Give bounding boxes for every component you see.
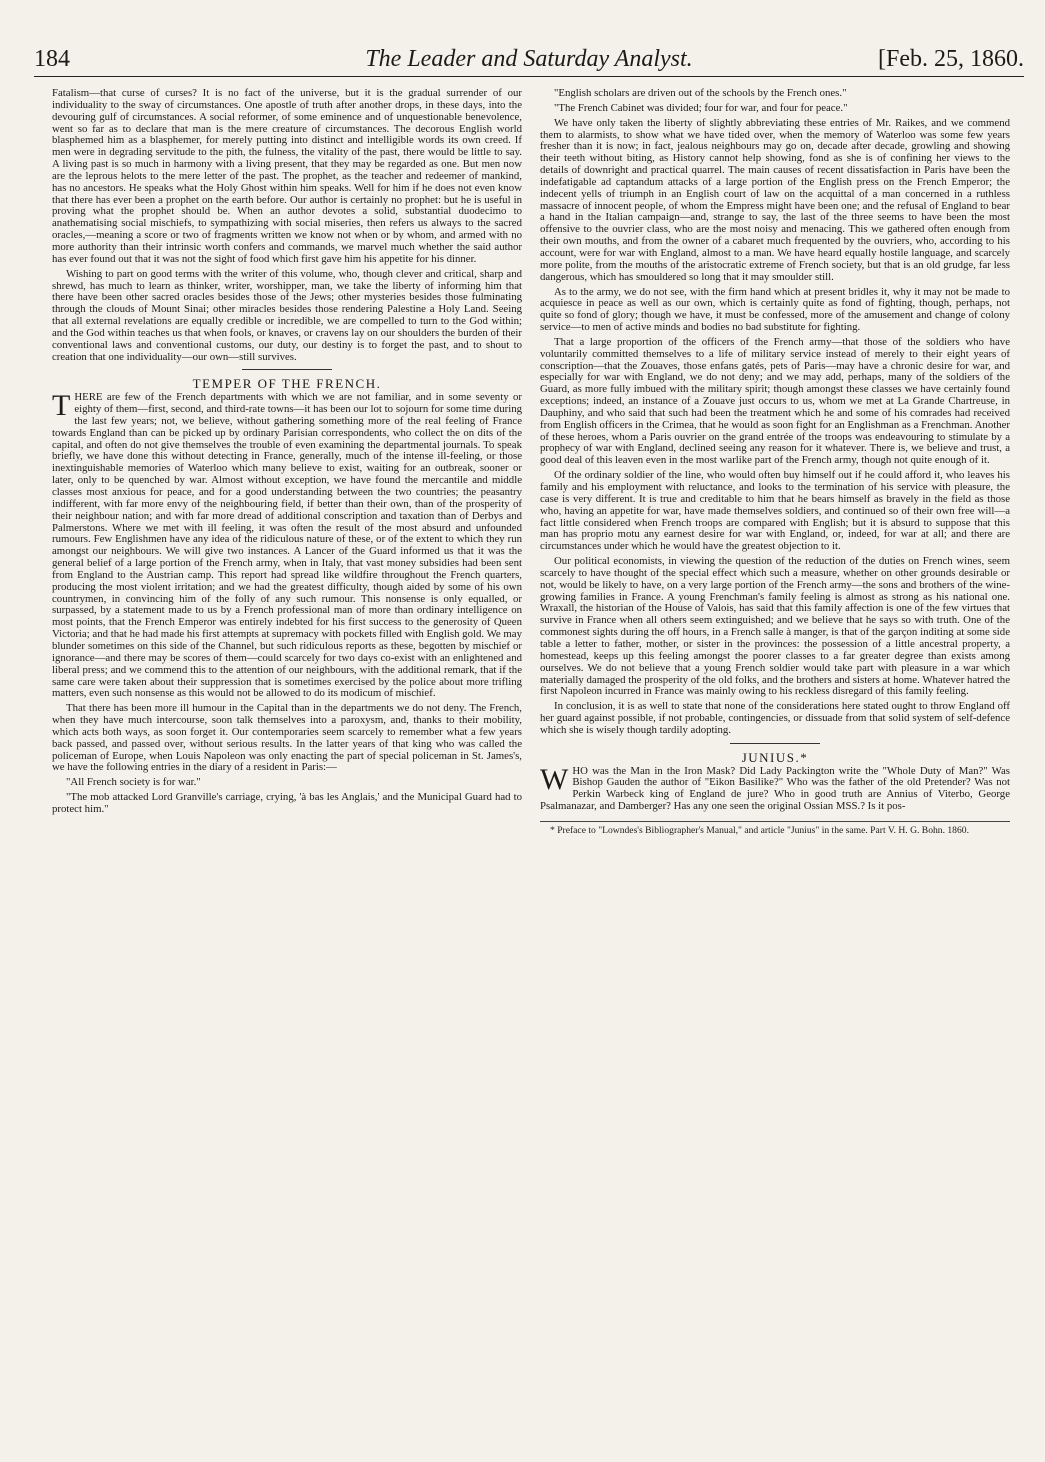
junius-heading: JUNIUS.* (741, 749, 809, 765)
section-first-paragraph (52, 389, 522, 700)
publication-title: The Leader and Saturday Analyst. (365, 46, 693, 72)
article-paragraph: Our political economists, in viewing the question of the reduction of the duties on French wines, seem scarcely to have thought of the special effect which such a measure, whether on other grounds desirable or not, would be likely to have, on a very large portion of the French army—the sons and brothers of the wine-growing families in France. A young Frenchman's family feeling is almost as strong as his national one. Wraxall, the historian of the House of Valois, has said that this family affection is one of the few virtues that survive in France when all others seem extinguished; and we believe that he says so with truth. One of the commonest sights during the off hours, in a French salle à manger, is that of the garçon inditing at some side table a letter to father, mother, or sister in the provinces: the possession of a little ancestral property, a homestead, keeps up this feeling amongst the poorer classes to a far greater degree than exists among ourselves. We do not believe that a young French soldier would take part with pleasure in a war which materially damaged the prosperity of the old folks, and the brothers and sisters at home. Whatever hatred the first Napoleon incurred in France was mainly owing to his reckless disregard of this family feeling. (540, 555, 1010, 698)
quoted-entry: "The French Cabinet was divided; four for war, and four for peace." (554, 101, 848, 114)
left-column (52, 88, 522, 819)
article-paragraph: We have only taken the liberty of slightly abbreviating these entries of Mr. Raikes, and we commend them to alarmists, to show what we have tided over, when the memory of Waterloo was some few years fresher than it is now; in fact, jealous neighbours may go on, decade after decade, growling and showing their teeth without biting, as History cannot help showing, fond as she is of confining her views to the details of downright and practical quarrel. The main causes of recent dissatisfaction in Paris have been the indefatigable ad captandum attacks of a large portion of the English press on the French Emperor; the indecent yells of triumph in an English court of law on the acquittal of a man concerned in a ruthless massacre of innocent people, of whom the Empress might have been one; and the refusal of England to bear a hand in the Italian campaign—and, strange to say, the last of the three seems to have been the most offensive to the ouvrier class, who are the most noisy and menacing. This we gathered often enough from their own mouths, and from the owner of a cabaret much frequented by the ouvriers, who, according to his account, were for war with England, almost to a man. We have heard equally hostile language, and scarcely more polite, from the mouths of the aristocratic extreme of French society, but that is an old grudge, far less dangerous, which has smouldered so long that it may smoulder still. (540, 116, 1010, 283)
article-paragraph: As to the army, we do not see, with the firm hand which at present bridles it, why it may not be made to acquiesce in peace as well as our own, which is certainly quite as fond of fighting, though, perhaps, not quite so fond of glory; though we have, it must be confessed, more of the amusement and change of colony service—to men of active minds and bodies no bad substitute for fighting. (540, 285, 1010, 334)
article-paragraph: In conclusion, it is as well to state that none of the considerations here stated ought to throw England off her guard against possible, if not probable, contingencies, or dissuade from that solid system of self-defence which she is wisely though tardily adopting. (540, 700, 1010, 736)
quoted-entry: "English scholars are driven out of the schools by the French ones." (554, 87, 847, 99)
article-paragraph: That a large proportion of the officers of the French army—that those of the soldiers who have voluntarily committed themselves to a life of military service instead of merely to their eight years of conscription—that the Zouaves, those enfans gatés, pets of Paris—may have a chronic desire for war, and especially for war with England, we do not deny; and we may add, perhaps, many of the soldiers of the Guard, as more fully imbued with the military spirit; though amongst these classes we have certainly found exceptions; indeed, an instance of a Zouave just occurs to us, whom we met at La Grande Chartreuse, in Dauphiny, and who said that such had been the treatment which he and some of his comrades had received from English officers in the Crimea, that he would as soon fight for an Englishman as a Frenchman. Another of these heroes, whom a Paris ouvrier on the grand entrée of the troops was endeavouring to stimulate by a prophecy of war with England, declined seeing any reason for it whatever. There is, we believe and trust, a good deal of this leaven even in the most warlike part of the French army, though not quite enough of it. (540, 335, 1010, 467)
right-column (540, 88, 1010, 836)
page-header (34, 46, 1024, 77)
article-paragraph: Wishing to part on good terms with the writer of this volume, who, though clever and critical, sharp and shrewd, has much to learn as thinker, writer, worshipper, man, we take the liberty of informing him that there have been other sacred oracles besides those of the Jews; other mysteries besides those fulminating through the clouds of Mount Sinai; other miracles besides those rendering Palestine a Holy Land. Seeing that all external revelations are equally credible or incredible, we are compelled to turn to the God within; and the God within teaches us that when fools, or knaves, or cravens lay on our shoulders the burden of their conventional laws and conventional customs, our duty, our destiny is to forget the past, and to shout to creation that one individuality—our own—still survives. (52, 267, 522, 363)
page-number: 184 (34, 46, 70, 72)
quoted-entry: "All French society is for war." (66, 776, 201, 789)
section-divider (730, 743, 820, 744)
article-paragraph: Fatalism—that curse of curses? It is no fact of the universe, but it is the gradual surrender of our individuality to the sway of circumstances. One apostle of truth after another drops, in these days, into the devouring gulf of circumstances. A social reformer, of some eminence and of unquestionable benevolence, went so far as to declare that man is the mere creature of circumstances. The decorous English world blasphemed him as a blasphemer, for merely putting into distinct and intelligible words its own creed. If men were in degrading servitude to the pith, the fulness, the vitality of the past, there would be little to say. A living past is so much in harmony with a living present, that they may be regarded as one. But men now are the leprous helots to the mere letter of the past. The prophet, as the teacher and redeemer of mankind, has no ancestors. He speaks what the Holy Ghost within him speaks. Well for him if he does not even know that there has ever been a prophet on the earth before. Our author is certainly no prophet: but he is useful in proving what the prophet should be. When an author devotes a solid, substantial duodecimo to anathematising social mischiefs, to sympathizing with social miseries, then refers us always to the sacred oracles,—meaning a score or two of fragments written we know not when or by whom, and armed with no more authority than their intrinsic worth confers and commands, we marvel much whether the said author has ever found out that it was not the sight of food which first gave him his appetite for his dinner. (52, 87, 522, 265)
junius-paragraph (540, 762, 1010, 813)
drop-cap: W (540, 762, 569, 796)
drop-cap: T (52, 389, 71, 423)
article-paragraph: Of the ordinary soldier of the line, who would often buy himself out if he could afford it, who leaves his family and his employment with reluctance, and looks to the termination of his service with pleasure, the case is very different. It is true and creditable to him that he bears himself as bravely in the field as those who, having an appetite for war, have made themselves soldiers, and continued so of their own free will—a fact little considered when French troops are compared with English; but it is absurd to suppose that this man has proprio motu any earnest desire for war with England, or, indeed, for war at all; and there are circumstances under which he would have the greatest objection to it. (540, 469, 1010, 553)
first-paragraph-text: HERE are few of the French departments with which we are not familiar, and in some seventy or eighty of them—first, second, and third-rate towns—it has been our lot to sojourn for some time during the last few years; not, we believe, without gathering something more of the real feeling of France towards England than can be picked up by ordinary Parisian correspondents, who collect the on dits of the capital, and often do not give themselves the trouble of even examining the departmental journals. To speak briefly, we have done this without detecting in France, generally, much of the intense ill-feeling, or those inextinguishable memories of Waterloo which many believe to exist, waiting for an outbreak, sooner or later, only to be quenched by war. Almost without exception, we have found the mercantile and middle classes most anxious for peace, and for a good understanding between the two countries; the peasantry indifferent, with far more envy of the neighbouring field, if better than their own, than of the prosperity of their neighbour nation; and with far more dread of additional conscription and taxation than of Derbys and Palmerstons. Where we met with ill feeling, it was often the result of the most absurd and unfounded rumours. Few Englishmen have any idea of the ridiculous nature of these, or of the extent to which they run amongst our neighbours. We will give two instances. A Lancer of the Guard informed us that it was the general belief of a large portion of the French army, when in Italy, that vast money subsidies had been sent from England to the Austrian camp. This report had spread like wildfire throughout the French quarters, producing the most violent irritation; and we had the greatest difficulty, though aided by some of his own countrymen, in convincing him of the folly of any such rumour. This nonsense is only equalled, or surpassed, by a statement made to us by a French professional man of more than ordinary intelligence on most points, that the French Emperor was entirely indebted for his first success to the generosity of Queen Victoria; and that he had made his first attempts at supremacy with pockets filled with English gold. We may blunder sometimes on this side of the Channel, but such ridiculous reports as these, begotten by mischief or ignorance—and there may be scores of them—could scarcely for two days co-exist with an enlightened and liberal press; and we commend this to the attention of our neighbours, with the additional remark, that if the same care were taken about their suppression that is sometimes exercised by the police about more trifling matters, even such nonsense as this would not be allowed to do its modicum of mischief. (52, 391, 522, 700)
quoted-entry: "The mob attacked Lord Granville's carriage, crying, 'à bas les Anglais,' and the Municipal Guard had to protect him." (52, 791, 522, 815)
footnote: * Preface to "Lowndes's Bibliographer's Manual," and article "Junius" in the same. Part V. H. G. Bohn. 1860. (540, 821, 1010, 836)
section-heading: TEMPER OF THE FRENCH. (192, 376, 382, 392)
junius-text: HO was the Man in the Iron Mask? Did Lady Packington write the "Whole Duty of Man?" Was Bishop Gauden the author of "Eikon Basilike?" Who was the father of the old Pretender? Was not Perkin Warbeck king of England de jure? Who in good truth are Annius of Viterbo, George Psalmanazar, and Damberger? Has any one seen the original Ossian MSS.? Is it pos- (540, 764, 1010, 813)
section-divider (242, 369, 332, 370)
article-paragraph: That there has been more ill humour in the Capital than in the departments we do not deny. The French, when they have much intercourse, soon talk themselves into a paroxysm, and, thanks to their mobility, which acts both ways, as soon forget it. Our contemporaries seem scarcely to remember what a few years back passed, and passed over, without serious results. In the latter years of that king who was called the policeman of Europe, when Louis Napoleon was only enacting the part of special policeman in St. James's, we have the following entries in the diary of a resident in Paris:— (52, 702, 522, 774)
issue-date: [Feb. 25, 1860. (878, 46, 1024, 72)
